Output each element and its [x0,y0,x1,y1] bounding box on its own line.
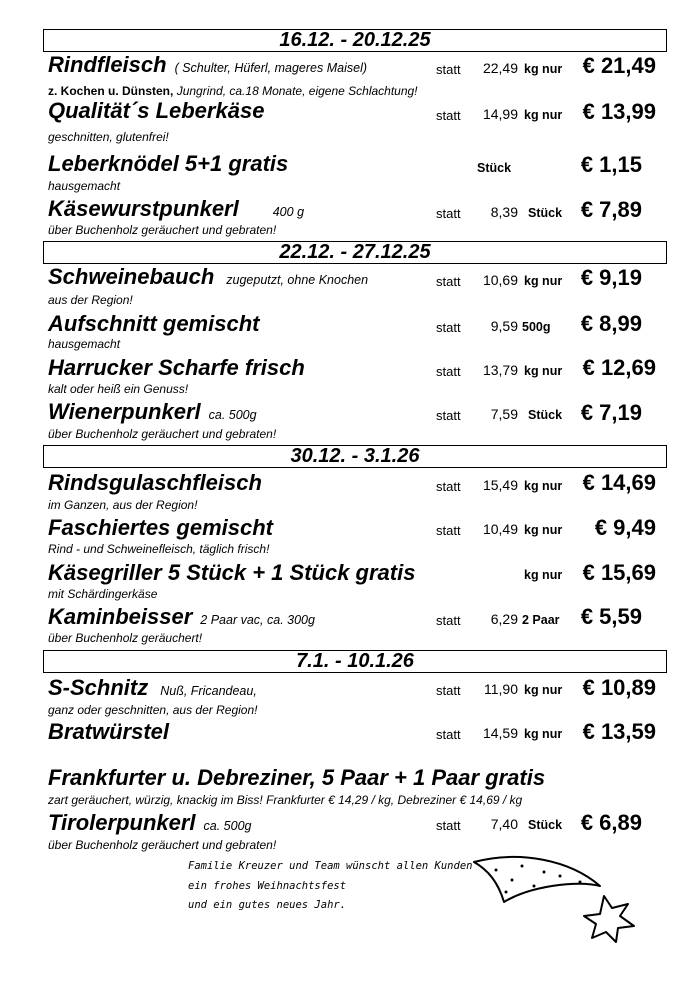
product-description: hausgemacht [48,179,121,193]
product-name: Käsegriller 5 Stück + 1 Stück gratis [48,560,416,585]
product-note: zugeputzt, ohne Knochen [226,273,369,287]
product-name: Käsewurstpunkerl 400 g [48,196,305,221]
old-price: 14,59 [482,725,518,741]
unit-label: kg nur [524,62,563,76]
offer-price: € 13,99 [582,99,656,124]
product-description: zart geräuchert, würzig, knackig im Biss! Frankfurter € 14,29 / kg, Debreziner € 14,69 / kg [48,793,523,807]
product-name: S-Schnitz Nuß, Fricandeau, [48,675,257,700]
section-header: 30.12. - 3.1.26 [43,445,667,468]
section-header: 7.1. - 10.1.26 [43,650,667,673]
product-name: Aufschnitt gemischt [48,311,260,336]
product-description: über Buchenholz geräuchert und gebraten! [48,427,277,441]
offer-price: € 14,69 [582,470,656,495]
product-name: Kaminbeisser 2 Paar vac, ca. 300g [48,604,315,629]
old-price: 7,40 [490,816,518,832]
old-price: 15,49 [482,477,518,493]
offer-price: € 10,89 [582,675,656,700]
product-name: Qualität´s Leberkäse [48,98,265,123]
product-name: Faschiertes gemischt [48,515,273,540]
statt-label: statt [436,408,461,423]
greeting-line: ein frohes Weihnachtsfest [188,880,347,892]
offer-price: € 13,59 [582,719,656,744]
product-description: Rind - und Schweinefleisch, täglich frisch! [48,542,270,556]
section-header: 22.12. - 27.12.25 [43,241,667,264]
section-header: 16.12. - 20.12.25 [43,29,667,52]
statt-label: statt [436,108,461,123]
old-price: 7,59 [490,406,518,422]
old-price: 10,69 [482,272,518,288]
product-name: Harrucker Scharfe frisch [48,355,305,380]
unit-label: 500g [522,320,551,334]
offer-price: € 1,15 [580,152,642,177]
product-description: z. Kochen u. Dünsten, Jungrind, ca.18 Monate, eigene Schlachtung! [48,84,418,98]
product-description: aus der Region! [48,293,133,307]
old-price: 8,39 [490,204,518,220]
statt-label: statt [436,274,461,289]
product-name: Tirolerpunkerl ca. 500g [48,810,252,835]
offer-price: € 15,69 [582,560,656,585]
unit-label: Stück [477,161,512,175]
product-description: mit Schärdingerkäse [48,587,158,601]
offer-price: € 12,69 [582,355,656,380]
product-description: kalt oder heiß ein Genuss! [48,382,189,396]
old-price: 11,90 [484,681,518,697]
product-name: Wienerpunkerl ca. 500g [48,399,257,424]
product-name: Leberknödel 5+1 gratis [48,151,289,176]
product-note: ca. 500g [203,819,252,833]
statt-label: statt [436,727,461,742]
statt-label: statt [436,613,461,628]
unit-label: Stück [528,206,563,220]
unit-label: kg nur [524,727,563,741]
product-description: geschnitten, glutenfrei! [48,130,169,144]
unit-label: kg nur [524,523,563,537]
unit-label: kg nur [524,568,563,582]
product-note: Nuß, Fricandeau, [160,684,257,698]
product-note: ( Schulter, Hüferl, mageres Maisel) [174,61,368,75]
statt-label: statt [436,479,461,494]
product-description: hausgemacht [48,337,121,351]
old-price: 9,59 [490,318,518,334]
product-name: Rindsgulaschfleisch [48,470,262,495]
unit-label: kg nur [524,479,563,493]
product-description: im Ganzen, aus der Region! [48,498,198,512]
offer-price: € 6,89 [580,810,642,835]
unit-label: Stück [528,818,563,832]
statt-label: statt [436,523,461,538]
statt-label: statt [436,320,461,335]
old-price: 22,49 [482,60,518,76]
unit-label: 2 Paar [522,613,560,627]
unit-label: Stück [528,408,563,422]
unit-label: kg nur [524,274,563,288]
product-name: Bratwürstel [48,719,170,744]
offer-price: € 5,59 [580,604,642,629]
product-note: 400 g [272,205,305,219]
product-description: über Buchenholz geräuchert! [48,631,203,645]
product-note: 2 Paar vac, ca. 300g [200,613,315,627]
unit-label: kg nur [524,108,563,122]
statt-label: statt [436,818,461,833]
statt-label: statt [436,364,461,379]
product-name: Schweinebauch zugeputzt, ohne Knochen [48,264,369,289]
offer-price: € 21,49 [582,53,656,78]
old-price: 6,29 [490,611,518,627]
unit-label: kg nur [524,683,563,697]
old-price: 14,99 [482,106,518,122]
statt-label: statt [436,62,461,77]
offer-price: € 7,19 [580,400,642,425]
offer-price: € 9,19 [580,265,642,290]
product-description: über Buchenholz geräuchert und gebraten! [48,223,277,237]
shooting-star-icon [460,846,660,946]
offer-price: € 7,89 [580,197,642,222]
old-price: 13,79 [482,362,518,378]
product-name: Rindfleisch ( Schulter, Hüferl, mageres Maisel) [48,52,368,77]
product-name: Frankfurter u. Debreziner, 5 Paar + 1 Paar gratis [48,765,546,790]
offer-price: € 9,49 [594,515,656,540]
greeting-line: und ein gutes neues Jahr. [188,899,347,911]
old-price: 10,49 [482,521,518,537]
statt-label: statt [436,206,461,221]
product-note: ca. 500g [208,408,257,422]
product-description: ganz oder geschnitten, aus der Region! [48,703,258,717]
greeting-line: Familie Kreuzer und Team wünscht allen Kunden [188,860,473,872]
unit-label: kg nur [524,364,563,378]
product-description: über Buchenholz geräuchert und gebraten! [48,838,277,852]
statt-label: statt [436,683,461,698]
offer-price: € 8,99 [580,311,642,336]
